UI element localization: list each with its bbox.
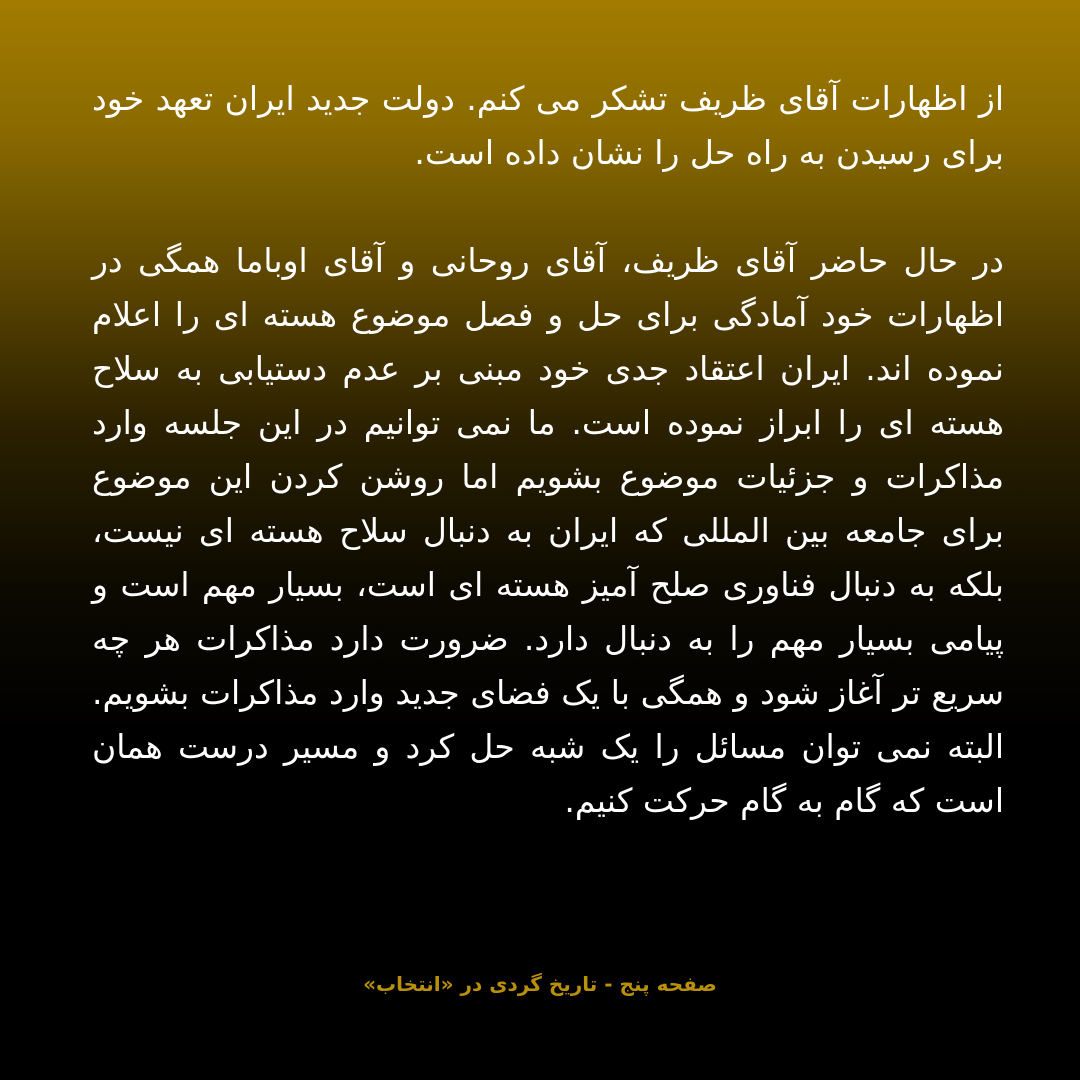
quote-paragraph-1: از اظهارات آقای ظریف تشکر می کنم. دولت جدید ایران تعهد خود برای رسیدن به راه حل را نشان داده است.: [92, 79, 1004, 172]
quote-body: [92, 72, 1004, 828]
quote-paragraph-2: در حال حاضر آقای ظریف، آقای روحانی و آقای اوباما همگی در اظهارات خود آمادگی برای حل و فصل موضوع هسته ای را اعلام نموده اند. ایران اعتقاد جدی خود مبنی بر عدم دستیابی به سلاح هسته ای را ابراز نموده است. ما نمی توانیم در این جلسه وارد مذاکرات و جزئیات موضوع بشویم اما روشن کردن این موضوع برای جامعه بین المللی که ایران به دنبال سلاح هسته ای نیست، بلکه به دنبال فناوری صلح آمیز هسته ای است، بسیار مهم است و پیامی بسیار مهم را به دنبال دارد. ضرورت دارد مذاکرات هر چه سریع تر آغاز شود و همگی با یک فضای جدید وارد مذاکرات بشویم. البته نمی توان مسائل را یک شبه حل کرد و مسیر درست همان است که گام به گام حرکت کنیم.: [92, 241, 1004, 820]
page-caption: صفحه پنج - تاریخ گردی در «انتخاب»: [363, 972, 717, 996]
